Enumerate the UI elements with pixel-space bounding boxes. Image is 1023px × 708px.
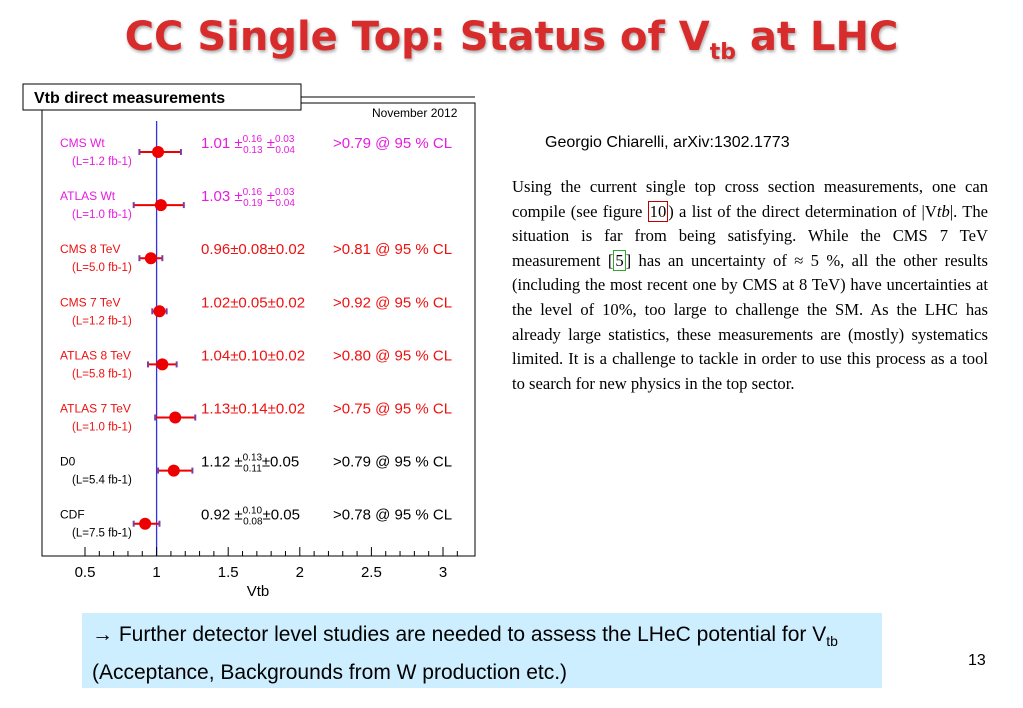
measurement-name: CMS 7 TeV: [60, 295, 121, 310]
x-tick-label: 0.5: [74, 564, 96, 581]
measurement-limit: >0.79 @ 95 % CL: [333, 135, 453, 152]
measurement-name: ATLAS Wt: [60, 189, 116, 204]
measurement-value: 1.12 ±$^{0.13}$ 0.11±0.05: [201, 452, 300, 475]
figure-link[interactable]: 10: [649, 201, 667, 221]
data-point: [139, 518, 151, 530]
measurement-lumi: (L=1.2 fb-1): [72, 156, 132, 168]
data-point: [145, 252, 157, 264]
measurement-value: 1.04±0.10±0.02: [201, 347, 306, 365]
arrow-icon: →: [92, 623, 113, 646]
x-axis-label: Vtb: [246, 583, 270, 600]
measurement-name: CDF: [60, 507, 85, 522]
measurement-lumi: (L=7.5 fb-1): [72, 527, 132, 540]
chart-title: Vtb direct measurements: [34, 90, 226, 107]
measurement-lumi: (L=1.2 fb-1): [72, 315, 132, 328]
measurement-lumi: (L=5.0 fb-1): [72, 262, 132, 275]
data-point: [168, 465, 180, 477]
measurement-value: 0.96±0.08±0.02: [201, 241, 306, 259]
measurement-lumi: (L=1.0 fb-1): [72, 209, 132, 222]
data-point: [153, 305, 165, 317]
plot-frame: [42, 103, 475, 556]
measurement-limit: >0.81 @ 95 % CL: [333, 241, 453, 259]
measurement-limit: >0.75 @ 95 % CL: [333, 400, 453, 418]
x-tick-label: 1.5: [217, 564, 239, 581]
measurement-name: D0: [60, 454, 76, 469]
callout-box: → Further detector level studies are needed to assess the LHeC potential for $V_{tb}$ (Acceptance, Backgrounds from W production etc.): [82, 613, 882, 688]
x-tick-label: 2: [295, 564, 304, 581]
measurement-lumi: (L=1.0 fb-1): [72, 421, 132, 434]
measurement-limit: >0.79 @ 95 % CL: [333, 453, 453, 471]
measurement-limit: >0.78 @ 95 % CL: [333, 506, 453, 524]
slide-title: CC Single Top: Status of $V_{tb}$ at LHC: [124, 14, 899, 65]
citation-paragraph: Using the current single top cross section measurements, one can compile (see figure 10 ) a list of the direct determination of |Vtb|. The situation is far from being satisfying. While the CMS 7 TeV measurement [ 5 ] has an uncertainty of ≈ 5 %, all the other results (including the most recent one by CMS at 8 TeV) have uncertainties at the level of 10%, too large to challenge the SM. As the LHC has already large statistics, these measurements are (mostly) systematics limited. It is a challenge to tackle in order to use this process as a tool to search for new physics in the top sector.: [512, 177, 989, 393]
data-point: [155, 199, 167, 211]
data-point: [169, 412, 181, 424]
chart-date: November 2012: [372, 106, 458, 120]
citation-reference: Georgio Chiarelli, arXiv:1302.1773: [545, 134, 790, 151]
measurement-value: 1.13±0.14±0.02: [201, 400, 306, 418]
measurement-value: 1.01 ±$^{0.16}$ 0.13 ±$^{0.03}$ 0.04: [201, 134, 295, 156]
page-number: 13: [968, 652, 986, 669]
measurement-value: 1.03 ±$^{0.16}$ 0.19 ±$^{0.03}$ 0.04: [201, 187, 295, 210]
measurement-value: 1.02±0.05±0.02: [201, 294, 306, 312]
measurement-name: ATLAS 8 TeV: [60, 348, 131, 363]
measurement-lumi: (L=5.4 fb-1): [72, 474, 132, 487]
x-tick-label: 2.5: [360, 564, 382, 581]
measurement-name: CMS 8 TeV: [60, 242, 121, 257]
measurement-name: ATLAS 7 TeV: [60, 401, 131, 416]
citation-link[interactable]: 5: [615, 250, 624, 270]
measurement-limit: >0.80 @ 95 % CL: [333, 347, 453, 365]
measurement-limit: >0.92 @ 95 % CL: [333, 294, 453, 312]
measurement-lumi: (L=5.8 fb-1): [72, 368, 132, 381]
data-point: [152, 146, 164, 158]
measurement-value: 0.92 ±$^{0.10}$ 0.08±0.05: [201, 505, 300, 528]
measurement-name: CMS Wt: [60, 136, 105, 150]
x-tick-label: 3: [438, 564, 448, 581]
x-tick-label: 1: [152, 564, 161, 581]
data-point: [156, 358, 168, 370]
